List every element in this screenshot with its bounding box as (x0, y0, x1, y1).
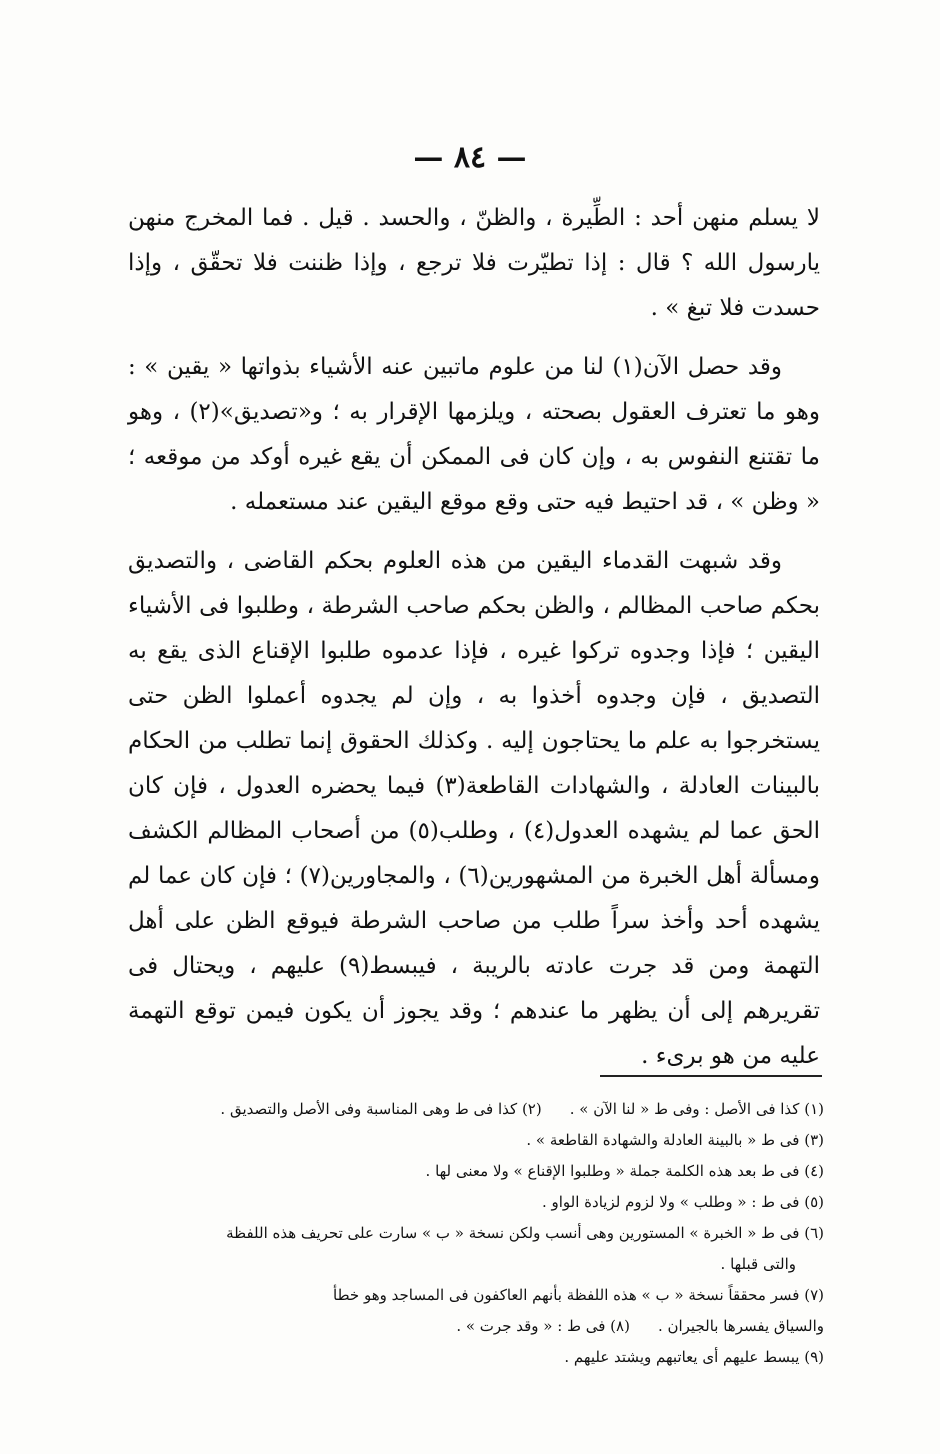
footnote-6-continuation: والتى قبلها . (720, 1255, 796, 1273)
footnote-1: (١) كذا فى الأصل : وفى ط « لنا الآن » . (569, 1100, 824, 1118)
footnote-9: (٩) يبسط عليهم أى يعاتبهم ويشتد عليهم . (564, 1348, 824, 1366)
footnote-divider (600, 1075, 822, 1077)
main-text (128, 196, 820, 1093)
paragraph: وقد شبهت القدماء اليقين من هذه العلوم بحكم القاضى ، والتصديق بحكم صاحب المظالم ، والظن بحكم صاحب الشرطة ، وطلبوا فى الأشياء اليقين ؛ فإذا وجدوه تركوا غيره ، فإذا عدموه طلبوا الإقناع الذى يقع به التصديق ، فإن وجدوه أخذوا به ، وإن لم يجدوه أعملوا الظن حتى يستخرجوا به علم ما يحتاجون إليه . وكذلك الحقوق إنما تطلب من الحكام بالبينات العادلة ، والشهادات القاطعة(٣) فيما يحضره العدول ، فإن كان الحق عما لم يشهده العدول(٤) ، وطلب(٥) من أصحاب المظالم الكشف ومسألة أهل الخبرة من المشهورين(٦) ، والمجاورين(٧) ؛ فإن كان عما لم يشهده أحد وأخذ سراً طلب من صاحب الشرطة فيوقع الظن على أهل التهمة ومن قد جرت عادته بالريبة ، فيبسط(٩) عليهم ، ويحتال فى تقريرهم إلى أن يظهر ما عندهم ؛ وقد يجوز أن يكون فيمن توقع التهمة عليه من هو برىء . (128, 548, 820, 1069)
footnote-8: (٨) فى ط : « وقد جرت » . (456, 1317, 630, 1335)
footnote-7-continuation: والسياق يفسرها بالجيران . (657, 1317, 824, 1335)
footnotes (124, 1094, 824, 1373)
footnote-4: (٤) فى ط بعد هذه الكلمة جملة « وطلبوا الإقناع » ولا معنى لها . (425, 1162, 824, 1180)
footnote-5: (٥) فى ط : « وطلب » ولا لزوم لزيادة الواو . (541, 1193, 824, 1211)
footnote-6: (٦) فى ط « الخبرة » المستورين وهى أنسب ولكن نسخة « ب » سارت على تحريف هذه اللفظة (226, 1224, 824, 1242)
page-number: — ٨٤ — (413, 140, 527, 175)
footnote-2: (٢) كذا فى ط وهى المناسبة وفى الأصل والتصديق . (220, 1100, 542, 1118)
footnote-line (124, 1094, 824, 1125)
paragraph: لا يسلم منهن أحد : الطِّيرة ، والظنّ ، والحسد . قيل . فما المخرج منهن يارسول الله ؟ قال : إذا تطيّرت فلا ترجع ، وإذا ظننت فلا تحقّق ، وإذا حسدت فلا تبغ » . (128, 205, 820, 321)
footnote-3: (٣) فى ط « بالبينة العادلة والشهادة القاطعة » . (526, 1131, 824, 1149)
paragraph: وقد حصل الآن(١) لنا من علوم ماتبين عنه الأشياء بذواتها « يقين » : وهو ما تعترف العقول بصحته ، ويلزمها الإقرار به ؛ و«تصديق»(٢) ، وهو ما تقتنع النفوس به ، وإن كان فى الممكن أن يقع غيره أوكد من موقعه ؛ « وظن » ، قد احتيط فيه حتى وقع موقع اليقين عند مستعمله . (128, 354, 820, 515)
footnote-line (124, 1311, 824, 1342)
footnote-7: (٧) فسر محققاً نسخة « ب » هذه اللفظة بأنهم العاكفون فى المساجد وهو خطأ (333, 1286, 824, 1304)
